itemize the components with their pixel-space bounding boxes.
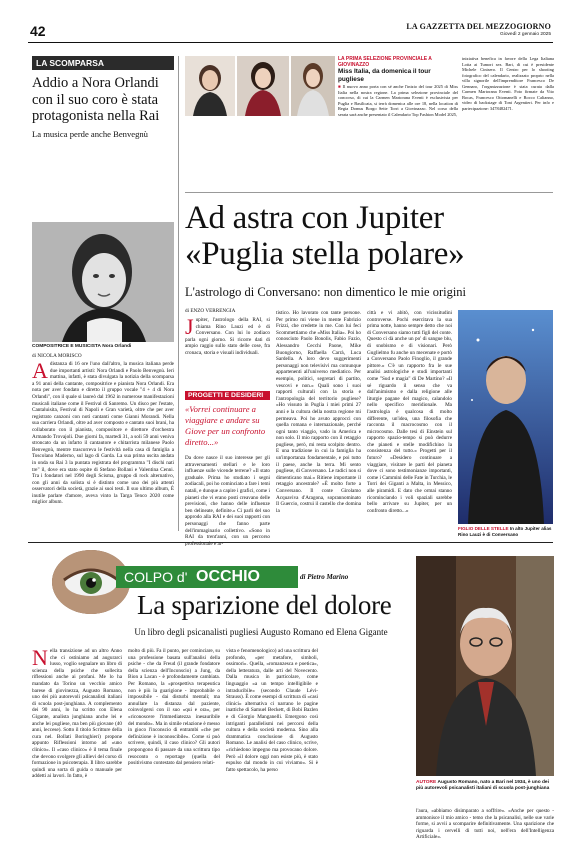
- jupiter-col-4: città e vi abitò, con vicissitudini controverse. Pochi esercitava la sua prima notte, hanno sempre detto che noi di Conversano siamo tutti figli del conte. Questo ci dà anche un po' di sangue blu, di snobismo e di visionari. Però Guglielmo fu anche un mecenate e portò a Conversano Paolo Finoglio, il grande pittore.» C'è un rapporto fra le sue analisi astrologiche e studi importanti come "Sud e magia" di De Martino? «Il sé riguardo il senso che va dall'animismo e dalla religione alle liturgie pagane del magico, calandolo nello specifico meridionale. Ma l'astrologia è qualcosa di molto differente, un'idea, una filosofia che racconta il macrocosmo con il microcosmo. Dalle tesi di Einstein sul rapporto spazio-tempo si può dedurre che pianeti e stelle modifichino la consistenza del tutto.» Progetti per il futuro? «Desidero continuare a viaggiare, visitare le parti del pianeta dove ci sono testimonianze importanti, come i Cammini delle Fate in Turchia, le Torri dei Giganti a Malta, in Messico, alle piramidi. E dato che ormai stanno ricominciando i voli spaziali sarebbe bello arrivare su Jupiter, per un confronto diretto...»: [367, 310, 453, 514]
- miss-body-text: Il nuovo anno porta con sé anche l'inizio del tour 2025 di Miss Italia nella nostra regione. La prima selezione provinciale del concorso, di cui la Carmen Martorana Eventi è esclusivista per Puglia e Basilicata, si terrà domenica alle ore 18, nella location di Regia Domus Borgo Sette Torri a Giovinazzo. Nel corso della serata sarà anche presentato il Calendario Top Fashion Model 2025,: [338, 84, 458, 117]
- masthead: LA GAZZETTA DEL MEZZOGIORNO: [406, 22, 551, 31]
- scomparsa-dropcap: A: [32, 358, 48, 383]
- occhio-kicker: [116, 566, 298, 588]
- romano-photo-caption: [416, 780, 554, 792]
- miss-kicker: LA PRIMA SELEZIONE PROVINCIALE A GIOVINAZZO: [338, 56, 432, 68]
- jupiter-intro: [185, 314, 270, 387]
- miss-model-1-image: [185, 56, 235, 116]
- jupiter-pull-quote: «Vorrei continuare a viaggiare e andare su Giove per un confronto diretto...»: [185, 404, 266, 447]
- jupiter-subhead: L'astrologo di Conversano: non dimentico le mie origini: [185, 285, 467, 299]
- scomparsa-headline: Addio a Nora Orlandi con il suo coro è stata protagonista nella Rai: [32, 75, 160, 124]
- romano-caption-label: AUTORE: [416, 780, 437, 785]
- jupiter-project-kicker: PROGETTI E DESIDERI: [185, 391, 270, 400]
- jupiter-portrait-image: [458, 310, 553, 524]
- occhio-col-3: vista e fenomenologico) ad una scrittura del profondo, «per metafore, simboli, ossimori». Quella, «romanzesca e poetica», della letteratura, dalle arti del Novecento. Dalla musica in particolare, come linguaggio «a un tempo intelligibile e intraducibile» (secondo Claude Lévi-Strauss). È come esempi di scrittura di «casi clinici» alternativa ci narrano le pagine inattiche di Samuel Beckett, di Bobi Bazlen e di Giorgio Manganelli. Emergono così intriganti parallelismi nei percorsi della cultura e della società moderna. Sino alla drammatica conclusione di Augusto Romano. Le analisi del caso clinico, scrive, «richiedono impegno ma provocano dolore. Però «il dolore oggi non esiste più, è stato espulso dal mondo in cui viviamo». Si è fatto spettacolo, ha perso: [226, 648, 318, 773]
- nora-caption-label: COMPOSITRICE E MUSICISTA: [32, 344, 101, 349]
- miss-photo-right: [291, 56, 335, 116]
- page-number: 42: [30, 23, 46, 39]
- jupiter-col-2: Da dove nasce il suo interesse per gli attraversamenti stellari e le loro influenze sulle vicende terrene? «Il stato graduale. Prima ho studiato i segni zodiacali, poi ho cominciato a fare i temi natali, e dunque a capire i grafici, come i pianeti che vi erano posti creavano delle previsioni, che hanno delle influenze ben delineate, definite.» Ci parli del suo approdo alla RAI e dei suoi rapporti con personaggi che fanno parte dell'immaginario collettivo. «Sono in RAI da trent'anni, con un percorso professionale e ar-: [185, 455, 270, 547]
- jupiter-photo: [458, 310, 553, 524]
- page-header: [28, 22, 553, 40]
- miss-bullet-icon: ■: [338, 84, 343, 89]
- jupiter-headline-line-2: «Puglia stella polare»: [185, 236, 465, 272]
- scomparsa-body: [32, 358, 174, 529]
- nora-photo-caption: [32, 344, 174, 349]
- jupiter-byline: di ENZO VERRENGIA: [185, 308, 236, 314]
- occhio-kicker-right: OCCHIO: [196, 568, 260, 585]
- jupiter-col-3: tistico. Ho lavorato con tante persone. Per primo mi viene in mente Fabrizio Frizzi, che credette in me. Con lui feci Scommettiamo che «Miss Italia». Poi ho conosciuto Paolo Bonolis, Fabio Fazio, Alessandro Cecchi Paone, Mike Buongiorno, Raffaella Carrà, Luca Sardella. A loro devo suggerimenti personaggi non televisivi ma comunque appartenenti all'universo mediatico. Per esempio, politici, segretari di partito, vescovi e non.» Quali sono i suoi rapporti culturali con la storia e l'antropologia del territorio pugliese? «Ho vissuto in Puglia i miei primi 27 anni e la cultura della nostra regione mi permeava. Poi ho avuto approcci con quella romana e internazionale, perché ogni tanto viaggio, vado in America e non solo. Il mio rapporto con il retaggio pugliese, però, mi resta scolpito dentro. E una tradizione in cui la famiglia ha un'importanza fondamentale, e poi tutto il paese, anche la terra. Mi sento pugliese, di Conversano. Le radici non si dimenticano mai.» Ritiene importante il retaggio ancestrale? «È molto forte a Conversano. Il conte Girolamo Acquaviva d'Aragona, soprannominato Il Guercio, costruì il castello che domina la: [276, 310, 361, 514]
- jupiter-caption-label: FIGLIO DELLE STELLE: [458, 526, 509, 531]
- miss-body: [338, 84, 458, 188]
- occhio-col-4: l'aura, «abbiamo disimparato a soffrire». «Anche per questo - ammonisce il mio amico - temo che la psicanalisi, nelle sue varie forme, si avvii a scomparire definitivamente. Una sparizione che riguarda i cervelli di tutti noi, nell'era dell'Intelligenza Artificiale».: [416, 808, 554, 841]
- occhio-headline: La sparizione del dolore: [137, 590, 392, 620]
- occhio-col-1-text: ella transizione ad un altro Anno che ci ostiniamo ad augurarci lusso, voglio segnalare un libro di scienza della psiche che sollecita riflessioni anche ai profani. Me lo ha mandato da Torino un vecchio amico barese di giovinezza, Augusto Romano, uno dei più autorevoli psicanalisti italiani di scuola post-junghiana. A complemento dei 90 anni, lo ha scritto con Elena Gigante, analista junghiana anche lei e anche lei pugliese, ma ben più giovane (40 anni, leccese). Sotto il titolo Scritture della cura nel. Bollati Boringhieri) propone appunto Riflessioni intorno ad «uno clinico». Il «caso clinico» è il tema finale che devono svolgere gli allievi del corso di formazione in psicoterapia. Il libro sarebbe quindi una sorta di guida o manuale per addetti ai lavori. In fatto, è: [32, 648, 122, 780]
- nora-orlandi-portrait: [32, 222, 174, 342]
- occhio-top-rule: [28, 542, 553, 543]
- miss-body-right: iniziativa benefica in favore della Lega Italiana Lotta ai Tumori sez. Bari, di cui è presidente Michele Cinisero. Il Centro per lo shooting fotografico del calendario, realizzato proprio nella villa signorile dell'imprenditore Francesco De Gennaro, l'organizzazione è stata curata dalla Carmen Martorana Eventi. Foto firmate da Vito Bocas, Francesco Ottomanelli e Rocco Calianno, video di backstage di Toni Argentieri. Per info e partecipazione: 3478482471.: [462, 56, 554, 111]
- header-date: Giovedì 2 gennaio 2025: [500, 32, 551, 37]
- scomparsa-subhead: La musica perde anche Benvegnù: [32, 128, 148, 139]
- miss-model-2-image: [237, 56, 289, 116]
- jupiter-caption-text: In alto Jupiter alias Rino Lauzi è di Conversano: [458, 526, 552, 537]
- jupiter-headline-line-1: Ad astra con Jupiter: [185, 200, 444, 236]
- occhio-dropcap: N: [32, 645, 48, 670]
- miss-headline: Miss Italia, da domenica il tour pugliese: [338, 68, 431, 83]
- augusto-romano-portrait: [416, 556, 554, 776]
- scomparsa-body-text: distanza di 16 ore l'uno dall'altro, la musica italiana perde due importanti artisti: Nora Orlandi e Paolo Benvegnù. Ieri mattina, infatti, è stata divulgata la notizia della scomparsa a 91 anni della cantante, compositrice e pianista Nora Orlandi. Era nota per aver fondato e diretto il gruppo vocale "4 + 4 di Nora Orlandi", con il quale si laureò dal 1962 in numerose manifestazioni musicali italiane come il Festival di Sanremo. Un disco per l'estate, Cantaluisita, Festival di Napoli e Gran varietà, oltre che per aver registrato canzoni con noti cantanti come Gianni Morandi. Nella sua carriera Orlandi, oltre ad aver composto e cantato suoi brani, ha collaborato con il pianista, compositore e direttore d'orchestra Armando Trovajoli. Due giorni fa, martedì 31, a soli 59 anni veniva stroncato da un infarto il cantautore e chitarrista milanese Paolo Benvegnù, mentre trascorreva le festività nella casa di famiglia a Toscolano Maderno, sul lago di Garda. La sua prima uscita andata in onda su Rai 3 la puntata registrata del programma "I dischi nati tre" il, dove era stato ospite di Stefano Bollani e Valentina Cenni. Tra i fondatori nel 1990 degli Scisma, gruppo di rock alternativo, con gli anni da solista si è distinto come uno dei più attenti osservatori della società, grazie ai suoi testi. Il suo ultimo album, È inutile parlare d'amore, aveva vinto la Targa Tenco 2020 come miglior album.: [32, 361, 174, 506]
- jupiter-photo-caption: [458, 526, 554, 537]
- occhio-col-1: [32, 645, 122, 838]
- scomparsa-kicker: LA SCOMPARSA: [32, 56, 174, 70]
- jupiter-top-rule: [185, 192, 553, 193]
- scomparsa-byline: di NICOLA MORISCO: [32, 353, 82, 359]
- occhio-kicker-left: COLPO d': [124, 569, 188, 585]
- nora-orlandi-photo: [32, 222, 174, 342]
- nora-caption-name: Nora Orlandi: [102, 344, 132, 349]
- miss-photo-center: [237, 56, 289, 116]
- occhio-subhead: Un libro degli psicanalisti pugliesi Augusto Romano ed Elena Gigante: [134, 627, 388, 637]
- romano-caption-text: Augusto Romano, nato a Bari nel 1934, è uno dei più autorevoli psicanalisti italiani di scuola post-junghiana: [416, 780, 550, 791]
- column-divider: [178, 56, 179, 531]
- header-rule: [28, 42, 553, 43]
- jupiter-dropcap: J: [185, 314, 194, 339]
- jupiter-intro-text: upiter, l'astrologo della RAI, si chiama Rino Lauzi ed è di Conversano. Con lui lo zodiaco parla ogni giorno. Si ricorre dati di ampio raggio sullo stato delle cose, fra cronaca, storia e visuali individuali.: [185, 317, 270, 356]
- miss-photo-left: [185, 56, 235, 116]
- augusto-romano-photo: [416, 556, 554, 776]
- miss-model-3-image: [291, 56, 335, 116]
- occhio-byline: di Pietro Marino: [300, 573, 349, 581]
- occhio-col-2: molto di più. Fa il punto, per cominciare, su una professione basata sull'analisi della psiche - che da Freud (il grande fondatore della scienza dell'Inconscio) a Jung, da Bion a Lacan - è profondamente cambiata. Per Romano, la «prospettiva terapeutica non è più la guarigione - improbabile o impossibile - dai disturbi mentali; ma annullare la distanza dal paziente, coinvolgersi con il suo «qui e ora», per «riconoscere l'immediatezza inesauribile del mondo». Ma in simile relazione è messo in gioco l'inconscio di entrambi «che per definizione è inconoscibile». Come si può scrivere, quindi, il caso clinico? Gli autori propongono di passare da una scrittura tipo resoconto o reportage (quella del positivismo contestato dal pensiero relati-: [128, 648, 220, 767]
- jupiter-headline: [185, 200, 555, 272]
